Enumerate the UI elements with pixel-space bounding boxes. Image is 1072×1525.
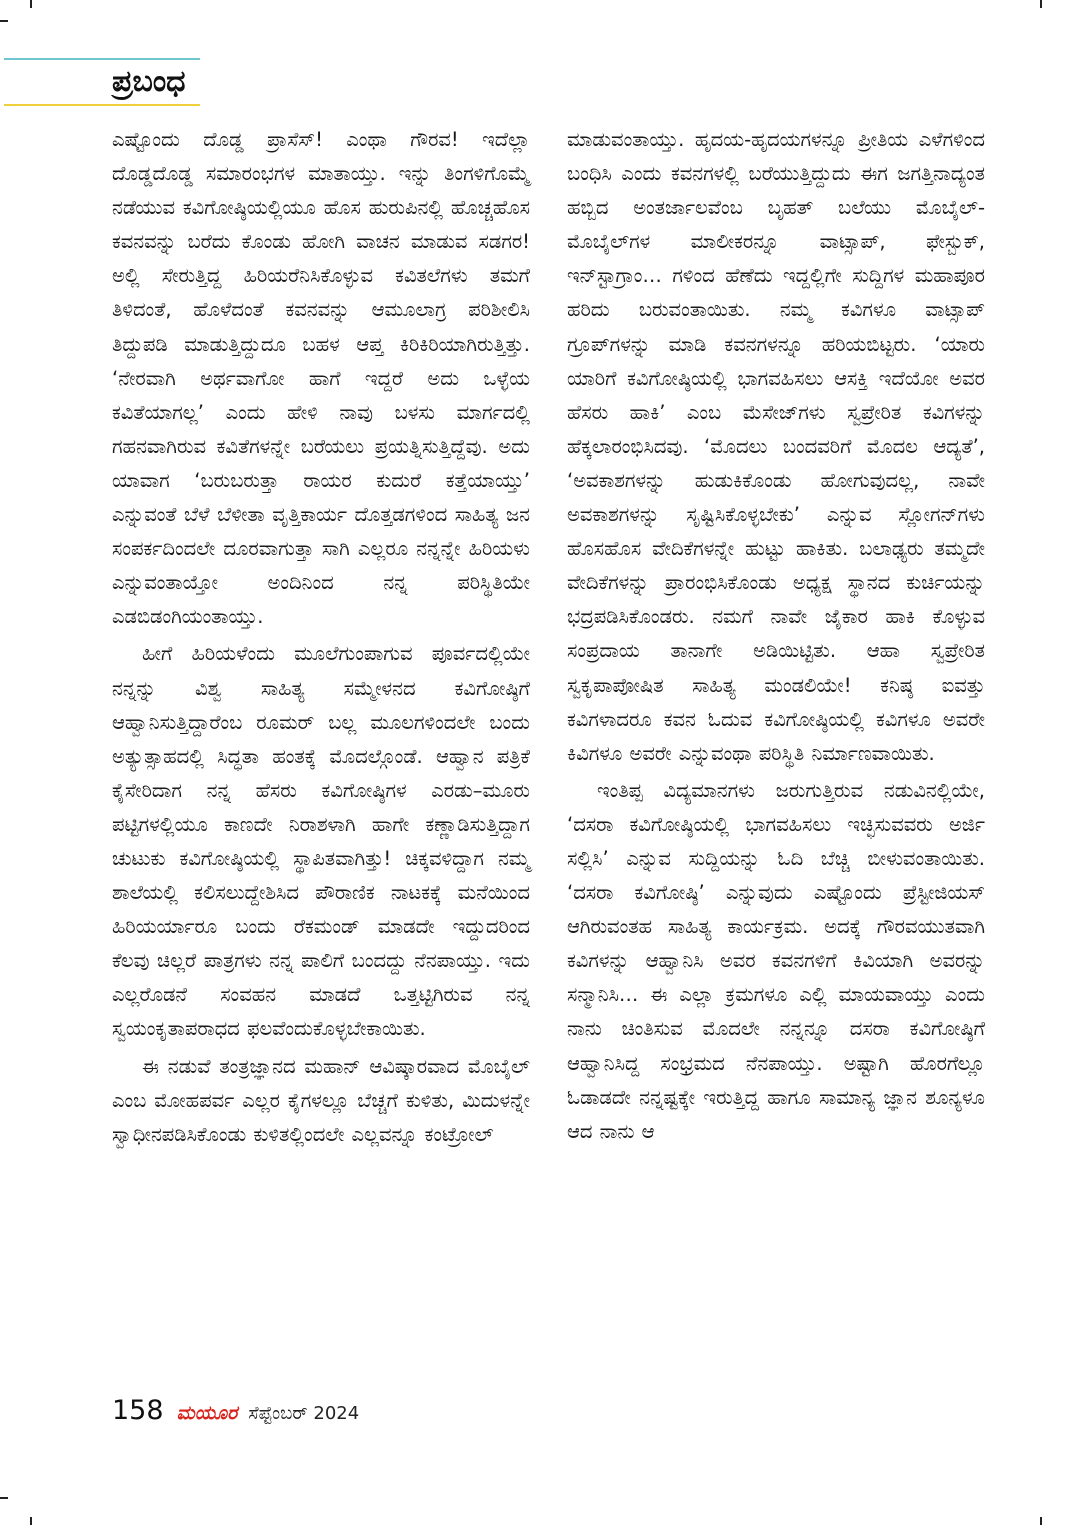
article-column-right bbox=[567, 123, 985, 1149]
crop-mark bbox=[1040, 1517, 1042, 1525]
paragraph: ಇಂತಿಪ್ಪ ವಿದ್ಯಮಾನಗಳು ಜರುಗುತ್ತಿರುವ ನಡುವಿನಲ್ಲಿಯೇ, ‘ದಸರಾ ಕವಿಗೋಷ್ಠಿಯಲ್ಲಿ ಭಾಗವಹಿಸಲು ಇಚ್ಛಿಸುವವರು ಅರ್ಜಿ ಸಲ್ಲಿಸಿ’ ಎನ್ನುವ ಸುದ್ದಿಯನ್ನು ಓದಿ ಬೆಚ್ಚಿ ಬೀಳುವಂತಾಯಿತು. ‘ದಸರಾ ಕವಿಗೋಷ್ಠಿ’ ಎನ್ನುವುದು ಎಷ್ಟೊಂದು ಪ್ರೆಸ್ಟೀಜಿಯಸ್ ಆಗಿರುವಂತಹ ಸಾಹಿತ್ಯ ಕಾರ್ಯಕ್ರಮ. ಅದಕ್ಕೆ ಗೌರವಯುತವಾಗಿ ಕವಿಗಳನ್ನು ಆಹ್ವಾನಿಸಿ ಅವರ ಕವನಗಳಿಗೆ ಕಿವಿಯಾಗಿ ಅವರನ್ನು ಸನ್ಮಾನಿಸಿ… ಈ ಎಲ್ಲಾ ಕ್ರಮಗಳೂ ಎಲ್ಲಿ ಮಾಯವಾಯ್ತು ಎಂದು ನಾನು ಚಿಂತಿಸುವ ಮೊದಲೇ ನನ್ನನ್ನೂ ದಸರಾ ಕವಿಗೋಷ್ಠಿಗೆ ಆಹ್ವಾನಿಸಿದ್ದ ಸಂಭ್ರಮದ ನೆನಪಾಯ್ತು. ಅಷ್ಟಾಗಿ ಹೊರಗೆಲ್ಲೂ ಓಡಾಡದೇ ನನ್ನಷ್ಟಕ್ಕೇ ಇರುತ್ತಿದ್ದ ಹಾಗೂ ಸಾಮಾನ್ಯ ಜ್ಞಾನ ಶೂನ್ಯಳೂ ಆದ ನಾನು ಆ bbox=[567, 778, 985, 1143]
paragraph: ಎಷ್ಟೊಂದು ದೊಡ್ಡ ಪ್ರಾಸೆಸ್! ಎಂಥಾ ಗೌರವ! ಇದೆಲ್ಲಾ ದೊಡ್ಡದೊಡ್ಡ ಸಮಾರಂಭಗಳ ಮಾತಾಯ್ತು. ಇನ್ನು ತಿಂಗಳಿಗೊಮ್ಮೆ ನಡೆಯುವ ಕವಿಗೋಷ್ಠಿಯಲ್ಲಿಯೂ ಹೊಸ ಹುರುಪಿನಲ್ಲಿ ಹೊಚ್ಚಹೊಸ ಕವನವನ್ನು ಬರೆದು ಕೊಂಡು ಹೋಗಿ ವಾಚನ ಮಾಡುವ ಸಡಗರ! ಅಲ್ಲಿ ಸೇರುತ್ತಿದ್ದ ಹಿರಿಯರೆನಿಸಿಕೊಳ್ಳುವ ಕವಿತಲೆಗಳು ತಮಗೆ ತಿಳಿದಂತೆ, ಹೊಳೆದಂತೆ ಕವನವನ್ನು ಆಮೂಲಾಗ್ರ ಪರಿಶೀಲಿಸಿ ತಿದ್ದುಪಡಿ ಮಾಡುತ್ತಿದ್ದುದೂ ಬಹಳ ಆಪ್ತ ಕಿರಿಕಿರಿಯಾಗಿರುತ್ತಿತ್ತು. ‘ನೇರವಾಗಿ ಅರ್ಥವಾಗೋ ಹಾಗೆ ಇದ್ದರೆ ಅದು ಒಳ್ಳೆಯ ಕವಿತೆಯಾಗಲ್ಲ’ ಎಂದು ಹೇಳಿ ನಾವು ಬಳಸು ಮಾರ್ಗದಲ್ಲಿ ಗಹನವಾಗಿರುವ ಕವಿತೆಗಳನ್ನೇ ಬರೆಯಲು ಪ್ರಯತ್ನಿಸುತ್ತಿದ್ದೆವು. ಅದು ಯಾವಾಗ ‘ಬರುಬರುತ್ತಾ ರಾಯರ ಕುದುರೆ ಕತ್ತೆಯಾಯ್ತು’ ಎನ್ನುವಂತೆ ಬೆಳೆ ಬೆಳೀತಾ ವೃತ್ತಿಕಾರ್ಯ ದೊತ್ತಡಗಳಿಂದ ಸಾಹಿತ್ಯ ಜನ ಸಂಪರ್ಕದಿಂದಲೇ ದೂರವಾಗುತ್ತಾ ಸಾಗಿ ಎಲ್ಲರೂ ನನ್ನನ್ನೇ ಹಿರಿಯಳು ಎನ್ನುವಂತಾಯ್ತೋ ಅಂದಿನಿಂದ ನನ್ನ ಪರಿಸ್ಥಿತಿಯೇ ಎಡಬಿಡಂಗಿಯಂತಾಯ್ತು. bbox=[112, 128, 530, 629]
crop-mark bbox=[0, 20, 8, 22]
crop-mark bbox=[30, 0, 32, 8]
paragraph: ಮಾಡುವಂತಾಯ್ತು. ಹೃದಯ-ಹೃದಯಗಳನ್ನೂ ಪ್ರೀತಿಯ ಎಳೆಗಳಿಂದ ಬಂಧಿಸಿ ಎಂದು ಕವನಗಳಲ್ಲಿ ಬರೆಯುತ್ತಿದ್ದುದು ಈಗ ಜಗತ್ತಿನಾದ್ಯಂತ ಹಬ್ಬಿದ ಅಂತರ್ಜಾಲವೆಂಬ ಬೃಹತ್ ಬಲೆಯು ಮೊಬೈಲ್-ಮೊಬೈಲ್‌ಗಳ ಮಾಲೀಕರನ್ನೂ ವಾಟ್ಸಾಪ್, ಫೇಸ್ಬುಕ್, ಇನ್‌ಸ್ಟಾಗ್ರಾಂ… ಗಳಿಂದ ಹೆಣೆದು ಇದ್ದಲ್ಲಿಗೇ ಸುದ್ದಿಗಳ ಮಹಾಪೂರ ಹರಿದು ಬರುವಂತಾಯಿತು. ನಮ್ಮ ಕವಿಗಳೂ ವಾಟ್ಸಾಪ್ ಗ್ರೂಪ್‌ಗಳನ್ನು ಮಾಡಿ ಕವನಗಳನ್ನೂ ಹರಿಯಬಿಟ್ಟರು. ‘ಯಾರು ಯಾರಿಗೆ ಕವಿಗೋಷ್ಠಿಯಲ್ಲಿ ಭಾಗವಹಿಸಲು ಆಸಕ್ತಿ ಇದೆಯೋ ಅವರ ಹೆಸರು ಹಾಕಿ’ ಎಂಬ ಮೆಸೇಜ್‌ಗಳು ಸ್ವಪ್ರೇರಿತ ಕವಿಗಳನ್ನು ಹೆಕ್ಕಲಾರಂಭಿಸಿದವು. ‘ಮೊದಲು ಬಂದವರಿಗೆ ಮೊದಲ ಆದ್ಯತೆ’, ‘ಅವಕಾಶಗಳನ್ನು ಹುಡುಕಿಕೊಂಡು ಹೋಗುವುದಲ್ಲ, ನಾವೇ ಅವಕಾಶಗಳನ್ನು ಸೃಷ್ಟಿಸಿಕೊಳ್ಳಬೇಕು’ ಎನ್ನುವ ಸ್ಲೋಗನ್‌ಗಳು ಹೊಸಹೊಸ ವೇದಿಕೆಗಳನ್ನೇ ಹುಟ್ಟು ಹಾಕಿತು. ಬಲಾಢ್ಯರು ತಮ್ಮದೇ ವೇದಿಕೆಗಳನ್ನು ಪ್ರಾರಂಭಿಸಿಕೊಂಡು ಅಧ್ಯಕ್ಷ ಸ್ಥಾನದ ಕುರ್ಚಿಯನ್ನು ಭದ್ರಪಡಿಸಿಕೊಂಡರು. ನಮಗೆ ನಾವೇ ಜೈಕಾರ ಹಾಕಿ ಕೊಳ್ಳುವ ಸಂಪ್ರದಾಯ ತಾನಾಗೇ ಅಡಿಯಿಟ್ಟಿತು. ಆಹಾ ಸ್ವಪ್ರೇರಿತ ಸ್ವಕೃಪಾಪೋಷಿತ ಸಾಹಿತ್ಯ ಮಂಡಲಿಯೇ! ಕನಿಷ್ಠ ಐವತ್ತು ಕವಿಗಳಾದರೂ ಕವನ ಓದುವ ಕವಿಗೋಷ್ಠಿಯಲ್ಲಿ ಕವಿಗಳೂ ಅವರೇ ಕಿವಿಗಳೂ ಅವರೇ ಎನ್ನುವಂಥಾ ಪರಿಸ್ಥಿತಿ ನಿರ್ಮಾಣವಾಯಿತು. bbox=[567, 128, 985, 765]
crop-mark bbox=[0, 1497, 8, 1499]
section-title: ಪ್ರಬಂಧ bbox=[112, 64, 186, 99]
page-number: 158 bbox=[112, 1395, 164, 1426]
article-column-left bbox=[112, 123, 530, 1152]
paragraph: ಹೀಗೆ ಹಿರಿಯಳೆಂದು ಮೂಲೆಗುಂಪಾಗುವ ಪೂರ್ವದಲ್ಲಿಯೇ ನನ್ನನ್ನು ವಿಶ್ವ ಸಾಹಿತ್ಯ ಸಮ್ಮೇಳನದ ಕವಿಗೋಷ್ಠಿಗೆ ಆಹ್ವಾನಿಸುತ್ತಿದ್ದಾರೆಂಬ ರೂಮರ್ ಬಲ್ಲ ಮೂಲಗಳಿಂದಲೇ ಬಂದು ಅತ್ಯುತ್ಸಾಹದಲ್ಲಿ ಸಿದ್ಧತಾ ಹಂತಕ್ಕೆ ಮೊದಲ್ಗೊಂಡೆ. ಆಹ್ವಾನ ಪತ್ರಿಕೆ ಕೈಸೇರಿದಾಗ ನನ್ನ ಹೆಸರು ಕವಿಗೋಷ್ಠಿಗಳ ಎರಡು–ಮೂರು ಪಟ್ಟಿಗಳಲ್ಲಿಯೂ ಕಾಣದೇ ನಿರಾಶಳಾಗಿ ಹಾಗೇ ಕಣ್ಣಾಡಿಸುತ್ತಿದ್ದಾಗ ಚುಟುಕು ಕವಿಗೋಷ್ಠಿಯಲ್ಲಿ ಸ್ಥಾಪಿತವಾಗಿತ್ತು! ಚಿಕ್ಕವಳಿದ್ದಾಗ ನಮ್ಮ ಶಾಲೆಯಲ್ಲಿ ಕಲಿಸಲುದ್ದೇಶಿಸಿದ ಪೌರಾಣಿಕ ನಾಟಕಕ್ಕೆ ಮನೆಯಿಂದ ಹಿರಿಯರ್ಯಾರೂ ಬಂದು ರೆಕಮಂಡ್ ಮಾಡದೇ ಇದ್ದುದರಿಂದ ಕೆಲವು ಚಿಲ್ಲರೆ ಪಾತ್ರಗಳು ನನ್ನ ಪಾಲಿಗೆ ಬಂದದ್ದು ನೆನಪಾಯ್ತು. ಇದು ಎಲ್ಲರೊಡನೆ ಸಂವಹನ ಮಾಡದೆ ಒತ್ತಟ್ಟಿಗಿರುವ ನನ್ನ ಸ್ವಯಂಕೃತಾಪರಾಧದ ಫಲವೆಂದುಕೊಳ್ಳಬೇಕಾಯಿತು. bbox=[112, 642, 530, 1041]
issue-date: ಸೆಪ್ಟೆಂಬರ್ 2024 bbox=[248, 1403, 360, 1424]
section-rule-top bbox=[4, 58, 200, 60]
crop-mark bbox=[1040, 0, 1042, 8]
magazine-logo: ಮಯೂರ bbox=[176, 1402, 238, 1424]
crop-mark bbox=[30, 1517, 32, 1525]
section-rule-bottom bbox=[4, 104, 200, 106]
page-footer bbox=[112, 1392, 359, 1430]
paragraph: ಈ ನಡುವೆ ತಂತ್ರಜ್ಞಾನದ ಮಹಾನ್ ಆವಿಷ್ಕಾರವಾದ ಮೊಬೈಲ್ ಎಂಬ ಮೋಹಪರ್ವ ಎಲ್ಲರ ಕೈಗಳಲ್ಲೂ ಬೆಚ್ಚಗೆ ಕುಳಿತು, ಮಿದುಳನ್ನೇ ಸ್ವಾಧೀನಪಡಿಸಿಕೊಂಡು ಕುಳಿತಲ್ಲಿಂದಲೇ ಎಲ್ಲವನ್ನೂ ಕಂಟ್ರೋಲ್ bbox=[112, 1054, 530, 1146]
